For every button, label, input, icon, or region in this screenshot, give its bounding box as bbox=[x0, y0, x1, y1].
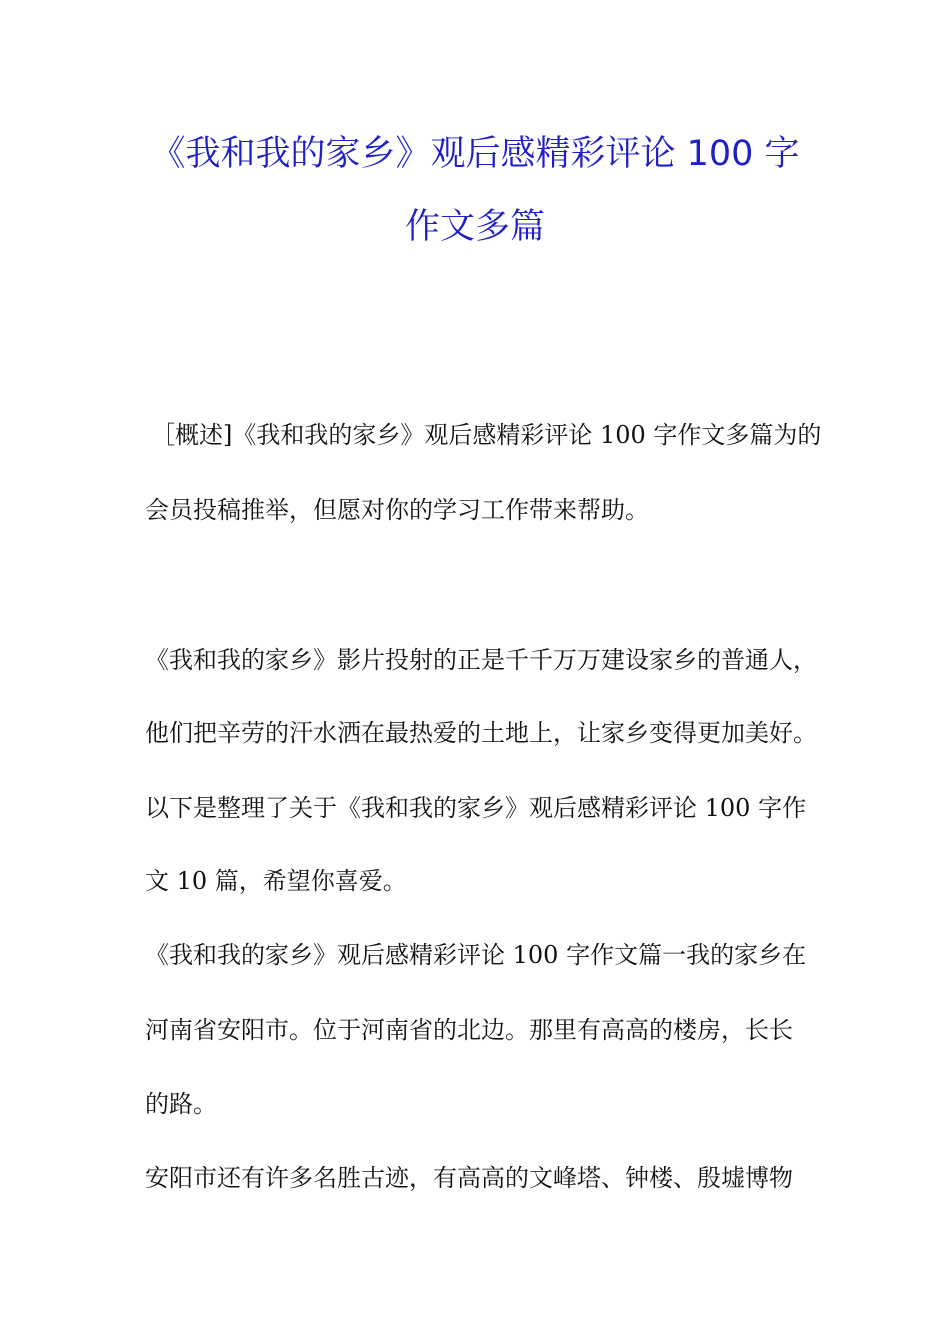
summary-line-1: ［概述]《我和我的家乡》观后感精彩评论 100 字作文多篇为的 bbox=[151, 421, 822, 449]
summary-line-2: 会员投稿推举，但愿对你的学习工作带来帮助。 bbox=[145, 496, 649, 524]
document-title-line-1: 《我和我的家乡》观后感精彩评论 100 字 bbox=[150, 134, 800, 174]
body-line-4: 文 10 篇，希望你喜爱。 bbox=[145, 867, 407, 895]
document-title-line-2: 作文多篇 bbox=[404, 207, 545, 247]
body-line-1: 《我和我的家乡》影片投射的正是千千万万建设家乡的普通人， bbox=[145, 646, 817, 674]
body-line-5: 《我和我的家乡》观后感精彩评论 100 字作文篇一我的家乡在 bbox=[145, 941, 807, 969]
body-line-7: 的路。 bbox=[145, 1090, 217, 1118]
body-line-2: 他们把辛劳的汗水洒在最热爱的土地上，让家乡变得更加美好。 bbox=[145, 719, 817, 747]
body-line-8: 安阳市还有许多名胜古迹，有高高的文峰塔、钟楼、殷墟博物 bbox=[145, 1164, 793, 1192]
body-line-6: 河南省安阳市。位于河南省的北边。那里有高高的楼房，长长 bbox=[145, 1016, 793, 1044]
body-line-3: 以下是整理了关于《我和我的家乡》观后感精彩评论 100 字作 bbox=[145, 794, 807, 822]
